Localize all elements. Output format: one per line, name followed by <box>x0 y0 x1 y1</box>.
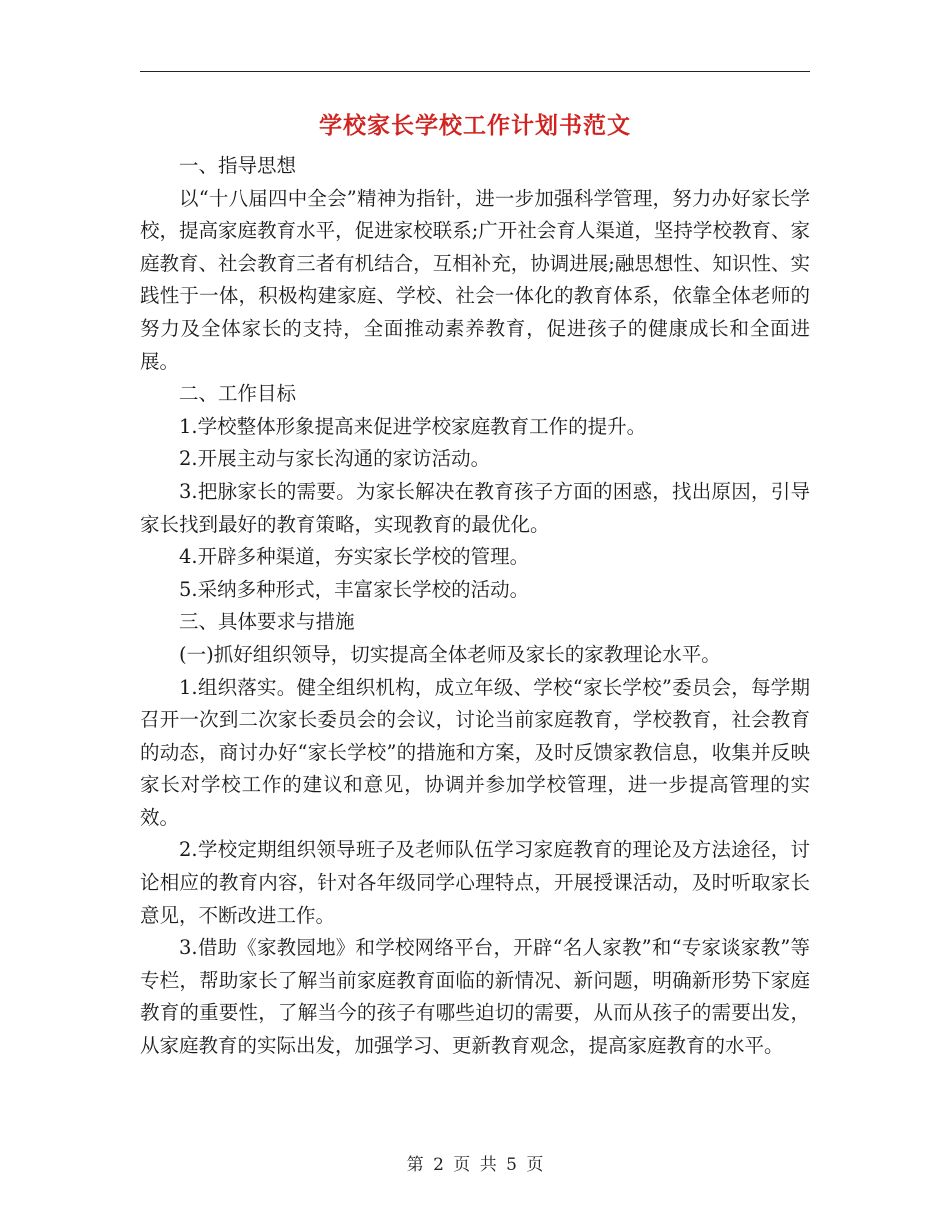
subsection-heading-organization: (一)抓好组织领导，切实提高全体老师及家长的家教理论水平。 <box>179 642 721 666</box>
page-number-footer: 第 2 页 共 5 页 <box>406 1155 544 1175</box>
measure-item-3: 3.借助《家教园地》和学校网络平台，开辟“名人家教”和“专家谈家教”等专栏，帮助家长了解当前家庭教育面临的新情况、新问题，明确新形势下家庭教育的重要性，了解当今的孩子有哪些迫切的需要，从而从孩子的需要出发，从家庭教育的实际出发，加强学习、更新教育观念，提高家庭教育的水平。 <box>140 936 810 1058</box>
goal-item-3: 3.把脉家长的需要。为家长解决在教育孩子方面的困惑，找出原因，引导家长找到最好的教育策略，实现教育的最优化。 <box>140 479 810 536</box>
document-title: 学校家长学校工作计划书范文 <box>319 112 631 139</box>
section-heading-work-goals: 二、工作目标 <box>179 382 297 406</box>
section-heading-guiding-ideology: 一、指导思想 <box>179 154 297 177</box>
goal-item-1: 1.学校整体形象提高来促进学校家庭教育工作的提升。 <box>179 414 647 438</box>
paragraph-guiding-ideology: 以“十八届四中全会”精神为指针，进一步加强科学管理，努力办好家长学校，提高家庭教育水平，促进家校联系;广开社会育人渠道，坚持学校教育、家庭教育、社会教育三者有机结合，互相补充，协调进展;融思想性、知识性、实践性于一体，积极构建家庭、学校、社会一体化的教育体系，依靠全体老师的努力及全体家长的支持，全面推动素养教育，促进孩子的健康成长和全面进展。 <box>140 186 810 373</box>
header-rule <box>140 71 810 72</box>
section-heading-requirements: 三、具体要求与措施 <box>179 610 355 634</box>
goal-item-5: 5.采纳多种形式，丰富家长学校的活动。 <box>179 577 530 601</box>
goal-item-2: 2.开展主动与家长沟通的家访活动。 <box>179 447 491 471</box>
goal-item-4: 4.开辟多种渠道，夯实家长学校的管理。 <box>179 545 530 569</box>
document-body <box>140 150 810 1063</box>
measure-item-1: 1.组织落实。健全组织机构，成立年级、学校“家长学校”委员会，每学期召开一次到二次家长委员会的会议，讨论当前家庭教育，学校教育，社会教育的动态，商讨办好“家长学校”的措施和方案，及时反馈家教信息，收集并反映家长对学校工作的建议和意见，协调并参加学校管理，进一步提高管理的实效。 <box>140 675 810 829</box>
measure-item-2: 2.学校定期组织领导班子及老师队伍学习家庭教育的理论及方法途径，讨论相应的教育内容，针对各年级同学心理特点，开展授课活动，及时听取家长意见，不断改进工作。 <box>140 838 810 927</box>
